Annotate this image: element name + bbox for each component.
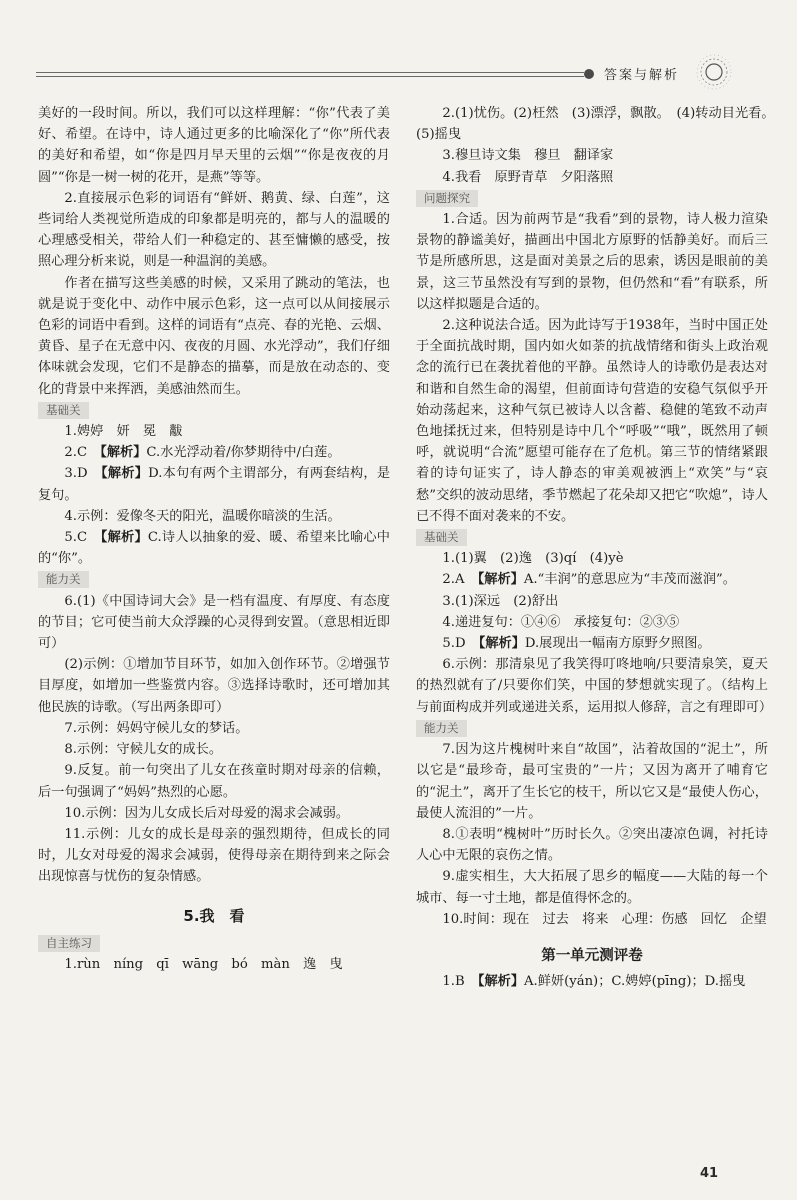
answer-paragraph [38,463,390,505]
answer-choice: 5.D [442,636,479,652]
answer-paragraph [38,591,390,655]
answer-paragraph [38,103,390,188]
paragraph-text: C.水光浮动着/你梦期待中/白莲。 [146,445,341,461]
answer-choice: 2.A [442,572,478,588]
answer-choice: 2.C [64,445,101,461]
section-tag: 基础关 [416,529,467,546]
header-rule-top [36,72,584,73]
answer-paragraph [38,760,390,802]
answer-paragraph [416,591,768,612]
analysis-label: 【解析】 [477,572,524,588]
answer-paragraph [416,909,768,930]
paragraph-text: 4.我看 原野青草 夕阳落照 [442,169,614,185]
analysis-label: 【解析】 [478,636,525,652]
paragraph-text: 美好的一段时间。所以，我们可以这样理解：“你”代表了美好、希望。在诗中，诗人通过更多的比喻深化了“你”所代表的美好和希望，如“你是四月早天里的云烟”“你是夜夜的月圆”“你是一树一树的花开，是燕”等等。 [38,106,390,185]
lesson-title: 5.我 看 [183,906,245,925]
unit-title: 第一单元测评卷 [541,947,643,964]
answer-paragraph [416,654,773,718]
paragraph-text: 3.(1)深远 (2)舒出 [442,593,559,609]
section-tag: 基础关 [38,402,89,419]
paragraph-text: D.展现出一幅南方原野夕照图。 [524,636,711,652]
answer-choice: 3.D [64,466,102,482]
paragraph-text: 4.递进复句：①④⑥ 承接复句：②③⑤ [442,614,680,630]
paragraph-text: A.鲜妍(yán)；C.娉婷(pīng)；D.摇曳 [524,974,746,990]
paragraph-text: 2.这种说法合适。因为此诗写于1938年，当时中国正处于全面抗战时期，国内如火如荼的抗战情绪和街头上政治观念的流行已在袭扰着他的平静。虽然诗人的诗歌仍是表达对和谐和自然生命的渴望，但前面诗句营造的安稳气氛似乎开始动荡起来，这种气氛已被诗人以含蓄、稳健的笔致不动声色地揉抚过来，但特别是诗中几个“呼吸”“哦”，既然用了顿呼，就说明“合流”愿望可能存在了危机。第三节的情绪紧跟着的诗句证实了，诗人静态的审美观被洒上“欢笑”与“哀愁”交织的波动思绪，季节燃起了花朵却又把它“吹熄”，诗人已不得不面对袭来的不安。 [416,318,768,524]
paragraph-text: D.本句有两个主谓部分，有两套结构，是复句。 [38,466,391,503]
answer-paragraph [416,315,768,527]
paragraph-text: 6.示例：那清泉见了我笑得叮咚地响/只要清泉笑，夏天的热烈就有了/只要你们笑，中国的梦想就实现了。（结构上与前面构成并列或递进关系，运用拟人修辞，言之有理即可） [416,657,773,715]
paragraph-text: 2.(1)忧伤。(2)枉然 (3)漂浮，飘散。 (4)转动目光看。 (5)摇曳 [416,106,782,143]
answer-paragraph [38,824,390,888]
answer-paragraph [38,718,390,739]
answer-paragraph [416,971,768,992]
right-column [416,103,782,992]
answer-paragraph [416,824,768,866]
answer-paragraph [38,654,390,718]
header-title: 答案与解析 [604,68,680,83]
answer-paragraph [416,103,782,145]
answer-paragraph [416,739,768,824]
answer-choice: 5.C [64,530,101,546]
paragraph-text: 1.娉婷 妍 冕 黻 [64,424,183,440]
left-column [38,103,390,975]
paragraph-text: 2.直接展示色彩的词语有“鲜妍、鹅黄、绿、白莲”，这些词给人类视觉所造成的印象都是明亮的，都与人的温暖的心理感受相关，带给人们一种稳定的、甚至慵懒的感受，按照心理分析来说，则是一种温润的美感。 [38,190,390,270]
section-tag: 能力关 [38,571,89,588]
paragraph-text: 3.穆旦诗文集 穆旦 翻译家 [442,148,614,164]
paragraph-text: 11.示例：儿女的成长是母亲的强烈期待，但成长的同时，儿女对母爱的渴求会减弱，使得母亲在期待到来之际会出现惊喜与忧伤的复杂情感。 [38,826,390,885]
answer-paragraph [416,167,768,188]
answer-paragraph [416,209,768,315]
answer-paragraph [416,548,768,569]
paragraph-text: 7.示例：妈妈守候儿女的梦话。 [64,720,249,736]
answer-paragraph [38,442,390,463]
answer-paragraph [38,421,390,442]
paragraph-text: 7.因为这片槐树叶来自“故国”，沾着故国的“泥土”，所以它是“最珍奇，最可宝贵的”一片；又因为离开了哺育它的“泥土”，离开了生长它的枝干，所以它又是“最使人伤心，最使人流泪的”一片。 [416,742,768,821]
section-tag: 能力关 [416,720,467,737]
answer-paragraph [38,506,390,527]
paragraph-text: 4.示例：爱像冬天的阳光，温暖你暗淡的生活。 [64,508,341,524]
answer-paragraph [416,612,768,633]
answer-paragraph [416,145,768,166]
paragraph-text: 1.(1)翼 (2)逸 (3)qí (4)yè [442,551,624,567]
paragraph-text: 8.示例：守候儿女的成长。 [64,742,223,758]
analysis-label: 【解析】 [477,974,525,990]
answer-paragraph [38,739,390,760]
paragraph-text: 1.合适。因为前两节是“我看”到的景物，诗人极力渲染景物的静谧美好，描画出中国北方原野的恬静美好。而后三节是所感所思，这是面对美景之后的思索，诱因是眼前的美景，这三节虽然没有写到的景物，但仍然和“看”有联系，所以这样拟题是合适的。 [416,212,768,312]
paragraph-text: 作者在描写这些美感的时候，又采用了跳动的笔法，也就是说于变化中、动作中展示色彩，这一点可以从间接展示色彩的词语中看到。这样的词语有“点亮、春的光艳、云烟、黄昏、星子在无意中闪、夜夜的月圆、水光浮动”，我们仔细体味就会发现，它们不是静态的描摹，而是放在动态的、变化的背景中来挥洒，美感油然而生。 [38,275,390,397]
paragraph-text: 10.时间：现在 过去 将来 心理：伤感 回忆 企望 [442,911,767,927]
analysis-label: 【解析】 [101,466,149,482]
paragraph-text: 9.虚实相生，大大拓展了思乡的幅度——大陆的每一个城市、每一寸土地，都是值得怀念的。 [416,869,768,906]
analysis-label: 【解析】 [100,445,147,461]
answer-paragraph [416,866,768,908]
section-tag: 问题探究 [416,190,478,207]
header-bullet-icon [584,69,594,79]
header-rule-bottom [36,76,584,77]
answer-paragraph [38,803,390,824]
paragraph-text: C.诗人以抽象的爱、暖、希望来比喻心中的“你”。 [38,530,390,567]
page-number: 41 [700,1166,719,1181]
answer-paragraph [38,273,390,400]
paragraph-text: A.“丰润”的意思应为“丰茂而滋润”。 [523,572,736,588]
paragraph-text: 8.①表明“槐树叶”历时长久。②突出凄凉色调，衬托诗人心中无限的哀伤之情。 [416,826,768,864]
analysis-label: 【解析】 [100,530,148,546]
paragraph-text: 10.示例：因为儿女成长后对母爱的渴求会减弱。 [64,805,350,821]
answer-choice: 1.B [442,974,478,990]
paragraph-text: 1.rùn níng qī wāng bó màn 逸 曳 [64,956,343,972]
answer-paragraph [416,633,768,654]
answer-paragraph [38,527,390,569]
sun-ornament-icon [694,52,734,92]
answer-paragraph [416,569,768,590]
answer-paragraph [38,954,390,975]
answer-paragraph [38,188,390,273]
paragraph-text: (2)示例：①增加节目环节，如加入创作环节。②增强节目厚度，如增加一些鉴赏内容。③选择诗歌时，还可增加其他民族的诗歌。（写出两条即可） [38,657,390,715]
paragraph-text: 9.反复。前一句突出了儿女在孩童时期对母亲的信赖，后一句强调了“妈妈”热烈的心愿。 [38,763,390,800]
paragraph-text: 6.(1)《中国诗词大会》是一档有温度、有厚度、有态度的节目；它可使当前大众浮躁的心灵得到安置。（意思相近即可） [38,593,390,652]
section-tag: 自主练习 [38,935,100,952]
